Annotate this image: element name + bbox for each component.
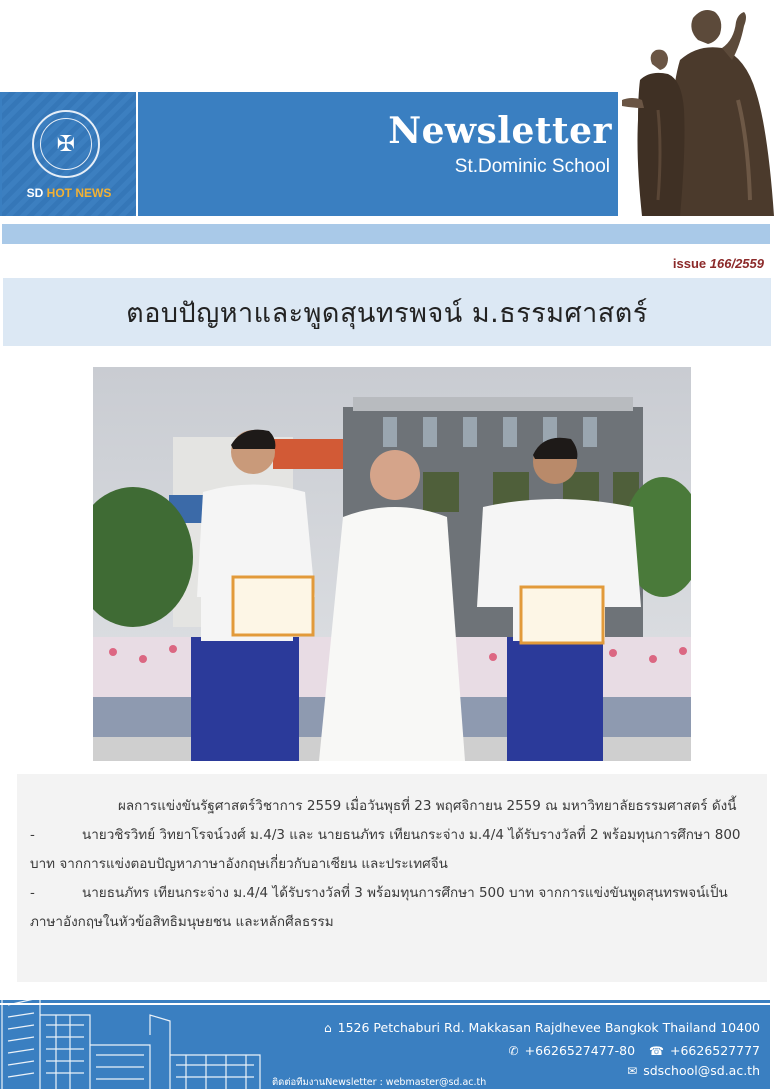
badge-sd: SD: [26, 186, 44, 200]
article-body: [30, 792, 745, 937]
issue-value: 166/2559: [709, 256, 764, 271]
fax-icon: ☎: [649, 1043, 664, 1058]
statue-image: [618, 0, 784, 218]
cross-icon: ✠: [56, 131, 76, 157]
footer-phone: ✆ +6626527477-80 ☎ +6626527777: [508, 1043, 760, 1058]
list-item: - นายวชิรวิทย์ วิทยาโรจน์วงศ์ ม.4/3 และ นายธนภัทร เทียนกระจ่าง ม.4/4 ได้รับรางวัลที่ 2 พร้อมทุนการศึกษา 800 บาท จากการแข่งตอบปัญหาภาษาอังกฤษเกี่ยวกับอาเซียน และประเทศจีน: [30, 827, 741, 872]
footer-email[interactable]: ✉ sdschool@sd.ac.th: [627, 1063, 760, 1078]
envelope-icon: ✉: [627, 1063, 638, 1078]
issue-label: issue: [672, 256, 707, 271]
home-icon: ⌂: [324, 1020, 332, 1035]
headline-box: [3, 278, 771, 346]
badge-hot-news: HOT NEWS: [46, 186, 112, 200]
newsletter-subtitle: St.Dominic School: [454, 156, 610, 177]
newsletter-title: Newsletter: [388, 110, 612, 152]
hot-news-badge: [2, 186, 136, 200]
footer-contact[interactable]: ติดต่อทีมงานNewsletter : webmaster@sd.ac.th: [272, 1077, 487, 1088]
list-item: - นายธนภัทร เทียนกระจ่าง ม.4/4 ได้รับรางวัลที่ 3 พร้อมทุนการศึกษา 500 บาท จากการแข่งขันพูดสุนทรพจน์เป็นภาษาอังกฤษในหัวข้อสิทธิมนุษยชน และหลักศีลธรรม: [30, 885, 728, 930]
award-photo: [93, 367, 691, 761]
article-intro: ผลการแข่งขันรัฐศาสตร์วิชาการ 2559 เมื่อวันพุธที่ 23 พฤศจิกายน 2559 ณ มหาวิทยาลัยธรรมศาสตร์ ดังนี้: [118, 798, 737, 814]
phone-icon: ✆: [508, 1043, 519, 1058]
header-stripe: [2, 224, 770, 244]
issue-number: [0, 256, 764, 271]
article-headline: ตอบปัญหาและพูดสุนทรพจน์ ม.ธรรมศาสตร์: [126, 297, 648, 329]
footer-address: ⌂ 1526 Petchaburi Rd. Makkasan Rajdhevee Bangkok Thailand 10400: [324, 1020, 760, 1035]
school-building-icon: [0, 985, 270, 1089]
